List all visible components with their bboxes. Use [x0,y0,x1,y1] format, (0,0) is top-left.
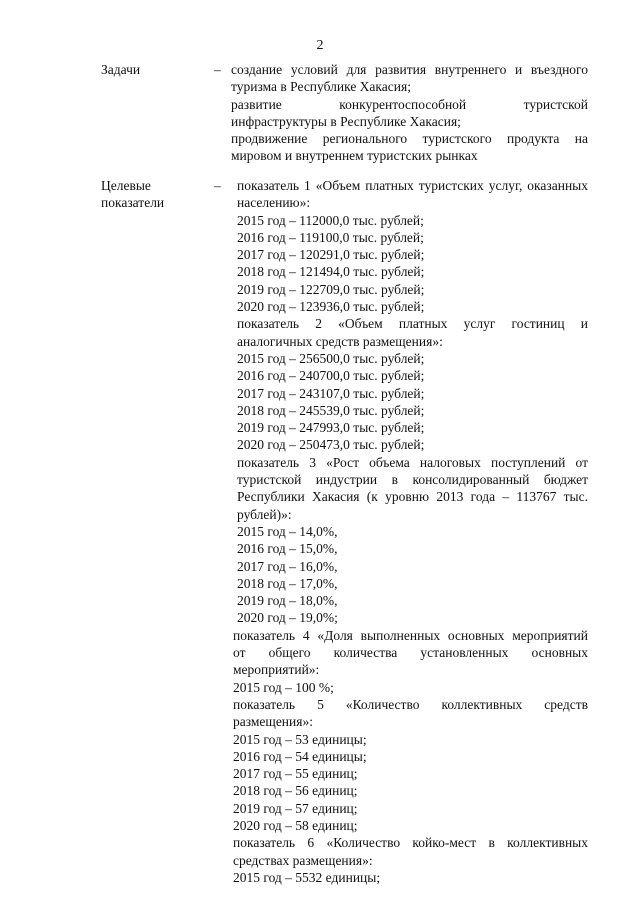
indicators-label [101,177,211,212]
indicator-line: 2015 год – 14,0%, [237,523,338,539]
indicators-label-line: Целевые [101,178,151,193]
indicator-line: 2015 год – 53 единицы; [233,731,367,747]
indicator-line: Республики Хакасия (к уровню 2013 года – 113767 тыс. [237,489,588,505]
indicator-line: 2016 год – 240700,0 тыс. рублей; [237,368,425,384]
indicators-content [231,177,588,886]
indicator-line: 2015 год – 112000,0 тыс. рублей; [237,212,424,228]
indicator-line: 2017 год – 16,0%, [237,558,338,574]
indicator-line: показатель 3 «Рост объема налоговых поступлений от [237,454,588,470]
indicator-line: 2019 год – 57 единиц; [233,800,358,816]
indicator-line: 2016 год – 54 единицы; [233,748,367,764]
indicator-line: 2015 год – 5532 единицы; [233,869,381,885]
indicator-line: рублей)»: [237,506,292,522]
indicator-line: средствах размещения»: [233,852,373,868]
indicator-line: размещения»: [233,714,313,730]
indicator-line: туристской индустрии в консолидированный бюджет [237,472,588,488]
indicator-line: от общего количества установленных основных [233,645,588,661]
indicator-line: мероприятий»: [233,662,320,678]
indicator-line: 2016 год – 15,0%, [237,541,338,557]
indicator-line: 2019 год – 247993,0 тыс. рублей; [237,420,425,436]
tasks-label: Задачи [101,62,141,77]
tasks-line: продвижение регионального туристского продукта на [231,131,588,147]
page-number: 2 [316,38,324,53]
tasks-content [231,61,588,165]
indicator-line: 2018 год – 56 единиц; [233,783,358,799]
tasks-line: мировом и внутреннем туристских рынках [231,148,478,164]
indicator-line: 2020 год – 123936,0 тыс. рублей; [237,299,425,315]
tasks-dash: – [214,62,221,77]
indicator-line: показатель 5 «Количество коллективных средств [233,696,588,712]
indicator-line: населению»: [237,195,311,211]
indicator-line: 2019 год – 18,0%, [237,593,338,609]
indicator-line: аналогичных средств размещения»: [237,333,443,349]
indicator-line: 2017 год – 243107,0 тыс. рублей; [237,385,425,401]
indicator-line: показатель 1 «Объем платных туристских услуг, оказанных [237,178,588,193]
indicator-line: 2016 год – 119100,0 тыс. рублей; [237,229,424,245]
indicator-line: 2019 год – 122709,0 тыс. рублей; [237,281,425,297]
indicator-line: показатель 4 «Доля выполненных основных мероприятий [233,627,588,643]
indicators-dash: – [214,178,221,193]
indicator-line: 2015 год – 256500,0 тыс. рублей; [237,350,425,366]
tasks-line: развитие конкурентоспособной туристской [231,96,588,112]
indicator-line: показатель 2 «Объем платных услуг гостиниц и [237,316,588,332]
indicator-line: 2017 год – 55 единиц; [233,766,358,782]
tasks-line: туризма в Республике Хакасия; [231,79,411,95]
tasks-line: инфраструктуры в Республике Хакасия; [231,113,461,129]
indicator-line: 2017 год – 120291,0 тыс. рублей; [237,247,425,263]
indicator-line: 2018 год – 121494,0 тыс. рублей; [237,264,425,280]
indicator-line: 2020 год – 250473,0 тыс. рублей; [237,437,425,453]
indicator-line: 2015 год – 100 %; [233,679,334,695]
tasks-line: создание условий для развития внутреннего и въездного [231,62,588,77]
indicator-line: 2018 год – 245539,0 тыс. рублей; [237,402,425,418]
indicators-label-line: показатели [101,195,165,211]
indicator-line: 2020 год – 58 единиц; [233,817,358,833]
indicator-line: показатель 6 «Количество койко-мест в коллективных [233,835,588,851]
indicator-line: 2018 год – 17,0%, [237,575,338,591]
indicator-line: 2020 год – 19,0%; [237,610,338,626]
